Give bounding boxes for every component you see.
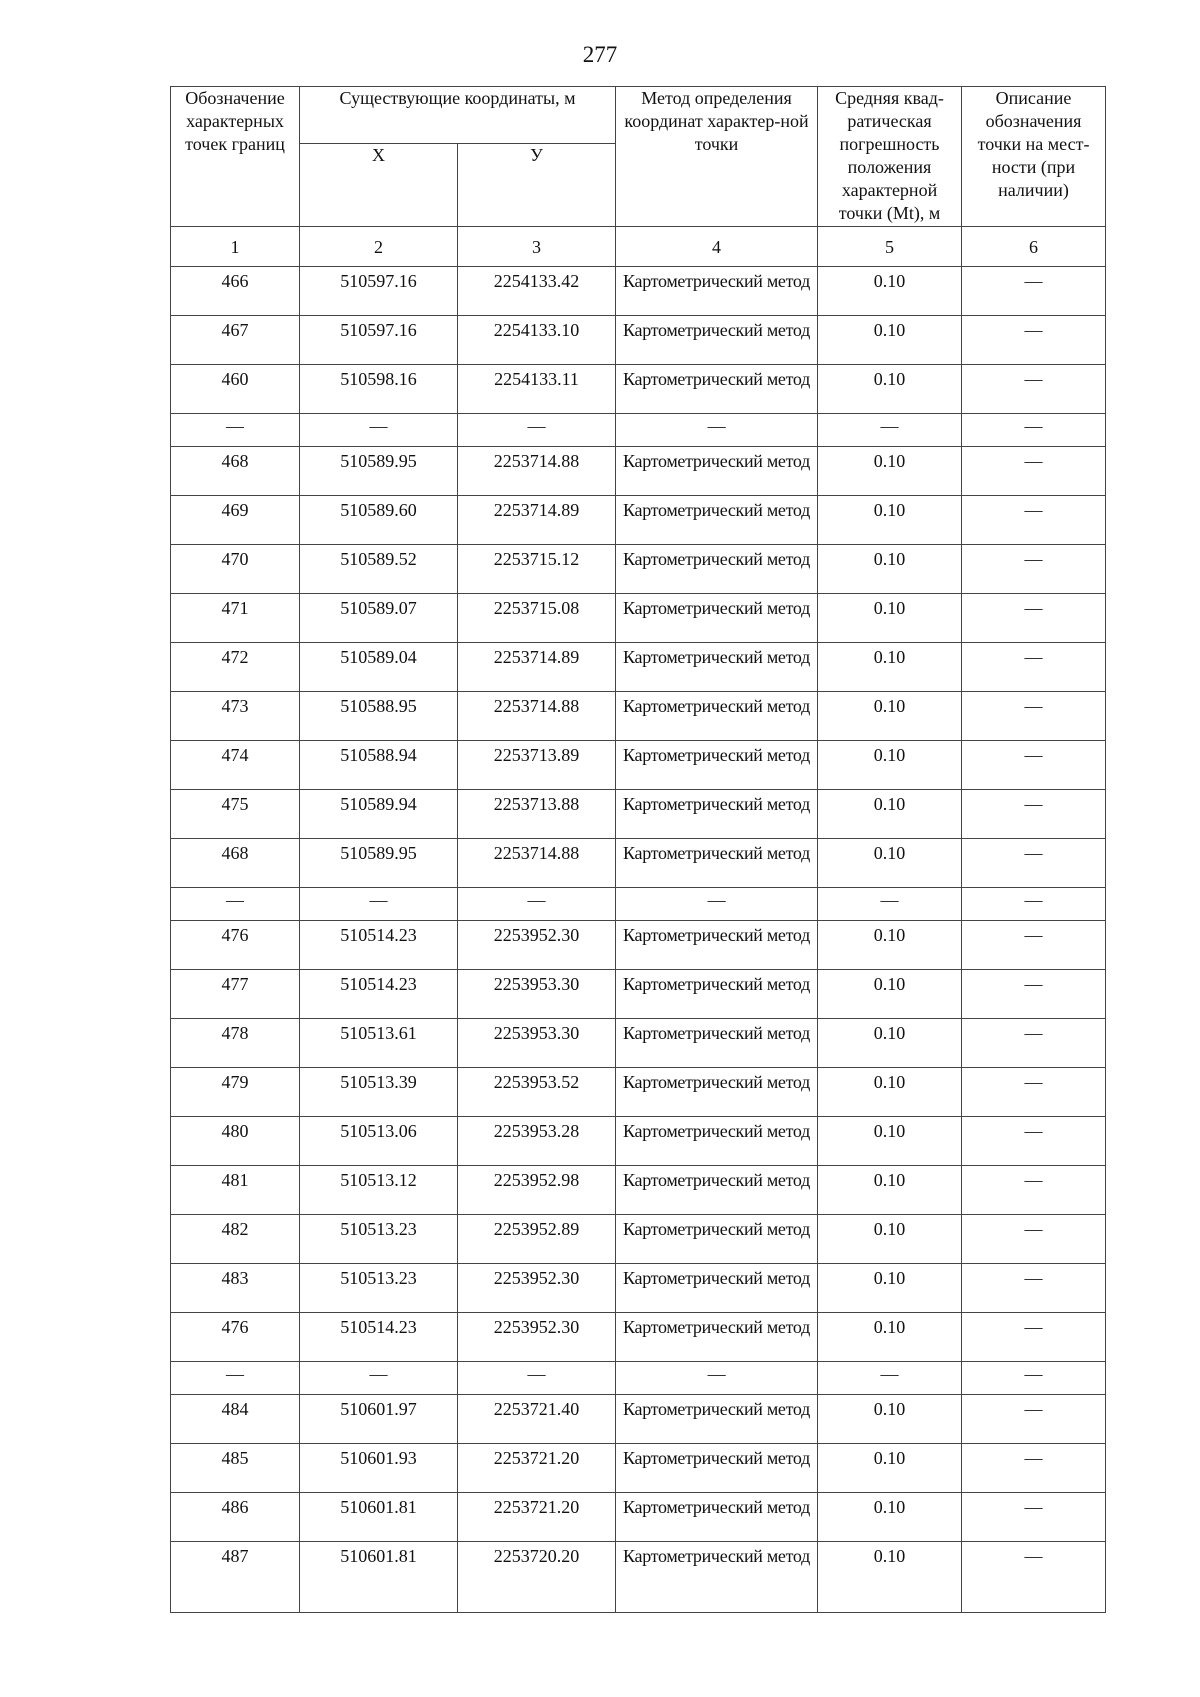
table-header (171, 87, 1106, 267)
table-row (171, 1444, 1106, 1493)
table-row (171, 1019, 1106, 1068)
cell-description: — (962, 921, 1106, 970)
cell-description: — (962, 643, 1106, 692)
cell-point: 485 (171, 1444, 300, 1493)
column-number: 3 (458, 227, 616, 267)
cell-method: Картометрический метод (616, 1166, 818, 1215)
cell-method: Картометрический метод (616, 1542, 818, 1613)
table-row (171, 692, 1106, 741)
cell-point: 480 (171, 1117, 300, 1166)
cell-mt: 0.10 (818, 1117, 962, 1166)
header-mean-square-error: Средняя квад-ратическая погрешность положения характерной точки (Mt), м (818, 87, 962, 227)
cell-y: 2253721.20 (458, 1493, 616, 1542)
cell-mt: 0.10 (818, 594, 962, 643)
cell-x: 510514.23 (300, 1313, 458, 1362)
cell-x: 510513.23 (300, 1215, 458, 1264)
cell-y: 2253714.88 (458, 447, 616, 496)
cell-mt: 0.10 (818, 1264, 962, 1313)
cell-mt: 0.10 (818, 921, 962, 970)
cell-description: — (962, 970, 1106, 1019)
cell-description: — (962, 414, 1106, 447)
cell-x: 510513.61 (300, 1019, 458, 1068)
cell-x: 510597.16 (300, 267, 458, 316)
cell-point: 475 (171, 790, 300, 839)
cell-mt: 0.10 (818, 1313, 962, 1362)
cell-point: 477 (171, 970, 300, 1019)
cell-y: 2253714.88 (458, 692, 616, 741)
cell-x: 510513.23 (300, 1264, 458, 1313)
table-row (171, 447, 1106, 496)
cell-y: 2254133.10 (458, 316, 616, 365)
cell-x: 510598.16 (300, 365, 458, 414)
table-row (171, 741, 1106, 790)
table-row (171, 1395, 1106, 1444)
cell-y: — (458, 1362, 616, 1395)
cell-description: — (962, 1264, 1106, 1313)
cell-mt: 0.10 (818, 1444, 962, 1493)
cell-method: Картометрический метод (616, 496, 818, 545)
cell-method: — (616, 1362, 818, 1395)
cell-x: 510589.52 (300, 545, 458, 594)
cell-mt: 0.10 (818, 1068, 962, 1117)
cell-description: — (962, 1493, 1106, 1542)
cell-method: Картометрический метод (616, 643, 818, 692)
cell-method: Картометрический метод (616, 1068, 818, 1117)
cell-y: 2253953.28 (458, 1117, 616, 1166)
cell-method: Картометрический метод (616, 1264, 818, 1313)
cell-y: 2253952.30 (458, 921, 616, 970)
cell-x: 510601.93 (300, 1444, 458, 1493)
table-row (171, 1493, 1106, 1542)
table-row (171, 365, 1106, 414)
cell-x: 510601.97 (300, 1395, 458, 1444)
cell-x: — (300, 888, 458, 921)
cell-method: Картометрический метод (616, 970, 818, 1019)
cell-point: 476 (171, 1313, 300, 1362)
cell-point: 467 (171, 316, 300, 365)
cell-description: — (962, 1542, 1106, 1613)
separator-row (171, 1362, 1106, 1395)
cell-description: — (962, 365, 1106, 414)
cell-method: Картометрический метод (616, 1019, 818, 1068)
header-method: Метод определения координат характер-ной точки (616, 87, 818, 227)
cell-point: 470 (171, 545, 300, 594)
table-row (171, 790, 1106, 839)
cell-point: 481 (171, 1166, 300, 1215)
cell-x: — (300, 414, 458, 447)
cell-x: 510589.95 (300, 839, 458, 888)
cell-y: 2253720.20 (458, 1542, 616, 1613)
cell-method: Картометрический метод (616, 545, 818, 594)
cell-point: — (171, 1362, 300, 1395)
cell-point: 482 (171, 1215, 300, 1264)
column-number: 4 (616, 227, 818, 267)
cell-x: 510589.94 (300, 790, 458, 839)
cell-method: Картометрический метод (616, 316, 818, 365)
page-number: 277 (582, 42, 618, 67)
table-row (171, 1166, 1106, 1215)
cell-method: Картометрический метод (616, 1313, 818, 1362)
cell-method: Картометрический метод (616, 1215, 818, 1264)
cell-y: 2253952.30 (458, 1264, 616, 1313)
cell-mt: 0.10 (818, 1166, 962, 1215)
cell-method: Картометрический метод (616, 839, 818, 888)
column-number: 6 (962, 227, 1106, 267)
cell-point: 487 (171, 1542, 300, 1613)
cell-mt: 0.10 (818, 316, 962, 365)
cell-mt: 0.10 (818, 545, 962, 594)
cell-point: 474 (171, 741, 300, 790)
cell-point: — (171, 888, 300, 921)
cell-point: 471 (171, 594, 300, 643)
cell-y: 2253713.89 (458, 741, 616, 790)
header-existing-coordinates: Существующие координаты, м (300, 87, 616, 144)
cell-description: — (962, 316, 1106, 365)
table-row (171, 1264, 1106, 1313)
table-row (171, 316, 1106, 365)
column-number: 2 (300, 227, 458, 267)
cell-y: 2253714.88 (458, 839, 616, 888)
table-row (171, 970, 1106, 1019)
cell-mt: 0.10 (818, 1395, 962, 1444)
cell-x: 510597.16 (300, 316, 458, 365)
table-row (171, 839, 1106, 888)
cell-description: — (962, 545, 1106, 594)
cell-x: 510513.12 (300, 1166, 458, 1215)
cell-method: Картометрический метод (616, 594, 818, 643)
cell-x: 510513.39 (300, 1068, 458, 1117)
table-row (171, 1313, 1106, 1362)
cell-mt: — (818, 1362, 962, 1395)
column-number: 5 (818, 227, 962, 267)
cell-x: 510514.23 (300, 921, 458, 970)
cell-description: — (962, 692, 1106, 741)
column-numbers-row (171, 227, 1106, 267)
cell-y: 2253952.98 (458, 1166, 616, 1215)
cell-description: — (962, 267, 1106, 316)
header-point-designation: Обозначение характерных точек границ (171, 87, 300, 227)
cell-point: 478 (171, 1019, 300, 1068)
cell-point: 468 (171, 839, 300, 888)
table-row (171, 643, 1106, 692)
cell-y: 2253953.30 (458, 1019, 616, 1068)
cell-y: — (458, 414, 616, 447)
cell-mt: 0.10 (818, 741, 962, 790)
cell-y: 2253952.30 (458, 1313, 616, 1362)
cell-y: 2253715.08 (458, 594, 616, 643)
cell-x: 510589.95 (300, 447, 458, 496)
cell-x: 510588.94 (300, 741, 458, 790)
cell-mt: 0.10 (818, 365, 962, 414)
cell-method: Картометрический метод (616, 790, 818, 839)
cell-method: Картометрический метод (616, 447, 818, 496)
separator-row (171, 414, 1106, 447)
cell-method: — (616, 414, 818, 447)
cell-description: — (962, 1313, 1106, 1362)
cell-y: 2253714.89 (458, 643, 616, 692)
cell-method: Картометрический метод (616, 921, 818, 970)
cell-method: Картометрический метод (616, 267, 818, 316)
cell-mt: 0.10 (818, 1542, 962, 1613)
table-row (171, 1117, 1106, 1166)
cell-mt: 0.10 (818, 496, 962, 545)
cell-description: — (962, 1166, 1106, 1215)
table-row (171, 594, 1106, 643)
cell-mt: 0.10 (818, 267, 962, 316)
cell-x: 510601.81 (300, 1493, 458, 1542)
cell-mt: 0.10 (818, 839, 962, 888)
cell-point: 484 (171, 1395, 300, 1444)
cell-method: Картометрический метод (616, 1117, 818, 1166)
cell-description: — (962, 1019, 1106, 1068)
cell-point: 473 (171, 692, 300, 741)
cell-mt: 0.10 (818, 1215, 962, 1264)
cell-description: — (962, 839, 1106, 888)
cell-description: — (962, 741, 1106, 790)
cell-description: — (962, 1068, 1106, 1117)
cell-y: 2253953.52 (458, 1068, 616, 1117)
cell-y: 2254133.42 (458, 267, 616, 316)
cell-y: 2253721.40 (458, 1395, 616, 1444)
cell-y: 2253721.20 (458, 1444, 616, 1493)
cell-y: 2253714.89 (458, 496, 616, 545)
cell-description: — (962, 496, 1106, 545)
cell-mt: 0.10 (818, 643, 962, 692)
table-row (171, 1542, 1106, 1613)
cell-y: 2253953.30 (458, 970, 616, 1019)
table-row (171, 496, 1106, 545)
cell-method: Картометрический метод (616, 692, 818, 741)
cell-mt: 0.10 (818, 447, 962, 496)
cell-description: — (962, 1215, 1106, 1264)
cell-x: 510589.07 (300, 594, 458, 643)
cell-description: — (962, 1117, 1106, 1166)
cell-x: 510513.06 (300, 1117, 458, 1166)
coordinates-table (170, 86, 1106, 1613)
cell-mt: 0.10 (818, 790, 962, 839)
cell-y: 2254133.11 (458, 365, 616, 414)
cell-description: — (962, 447, 1106, 496)
cell-description: — (962, 594, 1106, 643)
cell-point: 469 (171, 496, 300, 545)
cell-point: 483 (171, 1264, 300, 1313)
table-row (171, 545, 1106, 594)
cell-mt: — (818, 888, 962, 921)
cell-description: — (962, 790, 1106, 839)
cell-description: — (962, 1362, 1106, 1395)
cell-point: 486 (171, 1493, 300, 1542)
cell-mt: 0.10 (818, 1019, 962, 1068)
table-row (171, 921, 1106, 970)
cell-method: Картометрический метод (616, 1444, 818, 1493)
cell-point: 468 (171, 447, 300, 496)
cell-mt: 0.10 (818, 692, 962, 741)
cell-x: 510514.23 (300, 970, 458, 1019)
cell-point: 476 (171, 921, 300, 970)
header-y: У (458, 144, 616, 227)
header-x: Х (300, 144, 458, 227)
cell-y: 2253715.12 (458, 545, 616, 594)
separator-row (171, 888, 1106, 921)
header-point-description: Описание обозначения точки на мест-ности (при наличии) (962, 87, 1106, 227)
cell-x: 510601.81 (300, 1542, 458, 1613)
cell-x: 510588.95 (300, 692, 458, 741)
cell-mt: 0.10 (818, 970, 962, 1019)
cell-mt: 0.10 (818, 1493, 962, 1542)
cell-point: 472 (171, 643, 300, 692)
cell-x: 510589.60 (300, 496, 458, 545)
cell-point: — (171, 414, 300, 447)
cell-point: 460 (171, 365, 300, 414)
table-row (171, 1068, 1106, 1117)
cell-y: 2253713.88 (458, 790, 616, 839)
cell-method: Картометрический метод (616, 1395, 818, 1444)
cell-point: 479 (171, 1068, 300, 1117)
cell-method: Картометрический метод (616, 365, 818, 414)
cell-method: — (616, 888, 818, 921)
cell-y: 2253952.89 (458, 1215, 616, 1264)
cell-mt: — (818, 414, 962, 447)
cell-y: — (458, 888, 616, 921)
table-row (171, 1215, 1106, 1264)
cell-description: — (962, 1395, 1106, 1444)
cell-method: Картометрический метод (616, 1493, 818, 1542)
cell-point: 466 (171, 267, 300, 316)
cell-description: — (962, 1444, 1106, 1493)
column-number: 1 (171, 227, 300, 267)
cell-x: — (300, 1362, 458, 1395)
table-row (171, 267, 1106, 316)
cell-method: Картометрический метод (616, 741, 818, 790)
table-body (171, 267, 1106, 1613)
cell-description: — (962, 888, 1106, 921)
cell-x: 510589.04 (300, 643, 458, 692)
